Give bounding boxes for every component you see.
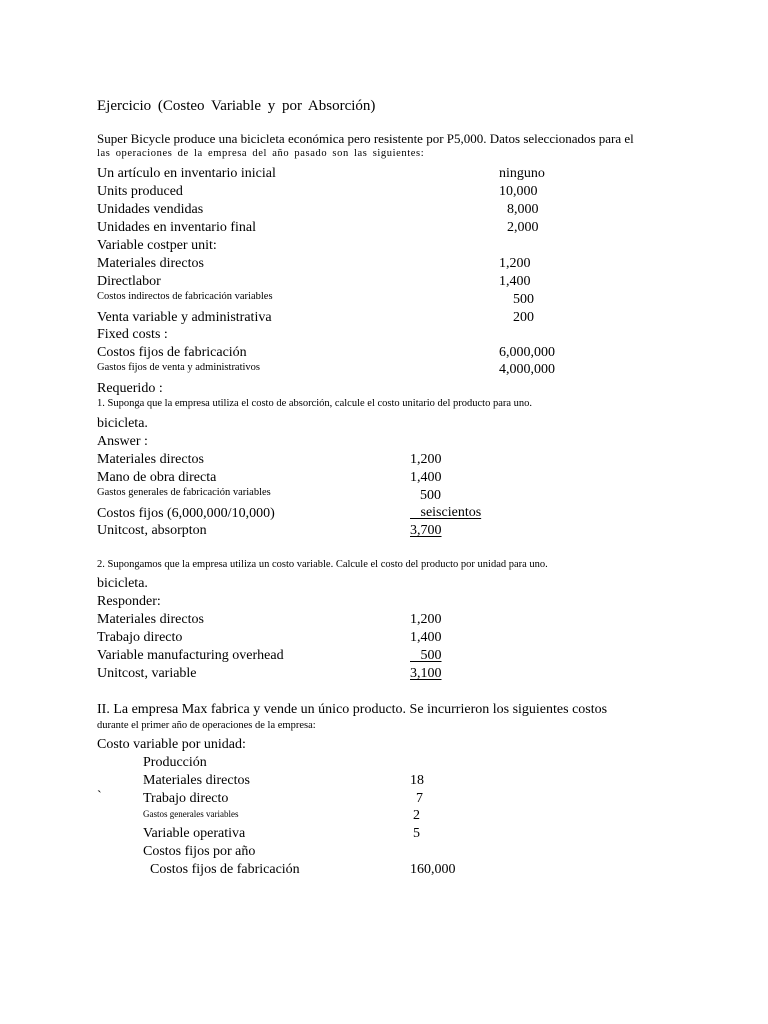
row-label: Units produced bbox=[97, 184, 183, 199]
q2-answer-label: Responder: bbox=[97, 594, 161, 609]
part2-var-label: Costo variable por unidad: bbox=[97, 737, 246, 752]
q1-line-1: 1. Suponga que la empresa utiliza el costo de absorción, calcule el costo unitario del producto para uno. bbox=[97, 398, 533, 409]
part2-row-value: 160,000 bbox=[410, 862, 456, 877]
q2-line-1: 2. Supongamos que la empresa utiliza un costo variable. Calcule el costo del producto por unidad para uno. bbox=[97, 559, 548, 570]
q2-row-label: Unitcost, variable bbox=[97, 666, 197, 681]
q2-overhead-value: 500 bbox=[420, 648, 442, 663]
row-label: Un artículo en inventario inicial bbox=[97, 166, 276, 181]
part2-row-value: 5 bbox=[413, 826, 420, 841]
q1-row-label: Materiales directos bbox=[97, 452, 204, 467]
row-label: Costos indirectos de fabricación variables bbox=[97, 291, 273, 302]
row-label: Unidades en inventario final bbox=[97, 220, 257, 235]
q1-row-label: Mano de obra directa bbox=[97, 470, 217, 485]
part2-row-label: Variable operativa bbox=[143, 826, 246, 841]
row-label: Gastos fijos de venta y administrativos bbox=[97, 362, 261, 373]
row-value: ninguno bbox=[499, 166, 545, 181]
part2-row-label: Producción bbox=[143, 755, 207, 770]
row-label: Unidades vendidas bbox=[97, 202, 204, 217]
part2-row-value: 7 bbox=[416, 791, 423, 806]
intro-line-1: Super Bicycle produce una bicicleta económica pero resistente por P5,000. Datos seleccionados para el bbox=[97, 131, 634, 146]
row-label: Costos fijos de fabricación bbox=[97, 345, 247, 360]
row-label: Venta variable y administrativa bbox=[97, 310, 272, 325]
requerido-label: Requerido : bbox=[97, 381, 163, 396]
q1-row-label: Gastos generales de fabricación variables bbox=[97, 487, 271, 498]
row-label: Directlabor bbox=[97, 274, 161, 289]
row-label: Fixed costs : bbox=[97, 327, 168, 342]
intro-line-2: las operaciones de la empresa del año pasado son las siguientes: bbox=[97, 148, 425, 159]
row-label: Variable costper unit: bbox=[97, 238, 217, 253]
q2-row-label: Materiales directos bbox=[97, 612, 204, 627]
page-title: Ejercicio (Costeo Variable y por Absorción) bbox=[97, 98, 376, 114]
stray-backtick: ` bbox=[97, 789, 102, 804]
q2-row-label: Trabajo directo bbox=[97, 630, 183, 645]
row-value: 4,000,000 bbox=[499, 362, 555, 377]
row-value: 10,000 bbox=[499, 184, 538, 199]
part2-row-label: Costos fijos de fabricación bbox=[150, 862, 300, 877]
q2-row-label: Variable manufacturing overhead bbox=[97, 648, 284, 663]
q1-row-label: Costos fijos (6,000,000/10,000) bbox=[97, 506, 275, 521]
q1-fixed-cost-value: seiscientos bbox=[420, 505, 482, 520]
q1-row-value: 1,400 bbox=[410, 470, 442, 485]
q2-total-value: 3,100 bbox=[410, 666, 442, 681]
part2-row-value: 18 bbox=[410, 773, 424, 788]
row-value: 500 bbox=[513, 292, 534, 307]
part2-line-2: durante el primer año de operaciones de la empresa: bbox=[97, 720, 316, 731]
q1-row-value: 1,200 bbox=[410, 452, 442, 467]
row-label: Materiales directos bbox=[97, 256, 204, 271]
part2-row-value: 2 bbox=[413, 808, 420, 823]
row-value: 200 bbox=[513, 310, 534, 325]
part2-row-label: Materiales directos bbox=[143, 773, 250, 788]
row-value: 1,200 bbox=[499, 256, 531, 271]
q2-row-value: 1,200 bbox=[410, 612, 442, 627]
part2-row-label: Costos fijos por año bbox=[143, 844, 256, 859]
q1-row-value bbox=[410, 506, 481, 520]
row-value: 6,000,000 bbox=[499, 345, 555, 360]
q1-line-2: bicicleta. bbox=[97, 416, 148, 431]
row-value: 1,400 bbox=[499, 274, 531, 289]
row-value: 2,000 bbox=[507, 220, 539, 235]
q1-total-value: 3,700 bbox=[410, 523, 442, 538]
q2-row-value bbox=[410, 649, 442, 663]
q1-answer-label: Answer : bbox=[97, 434, 148, 449]
q1-row-label: Unitcost, absorpton bbox=[97, 523, 207, 538]
row-value: 8,000 bbox=[507, 202, 539, 217]
q2-line-2: bicicleta. bbox=[97, 576, 148, 591]
part2-line-1: II. La empresa Max fabrica y vende un único producto. Se incurrieron los siguientes costos bbox=[97, 702, 608, 717]
q2-row-value: 1,400 bbox=[410, 630, 442, 645]
q1-row-value: 500 bbox=[420, 488, 441, 503]
part2-row-label: Trabajo directo bbox=[143, 791, 229, 806]
part2-row-label: Gastos generales variables bbox=[143, 809, 239, 819]
